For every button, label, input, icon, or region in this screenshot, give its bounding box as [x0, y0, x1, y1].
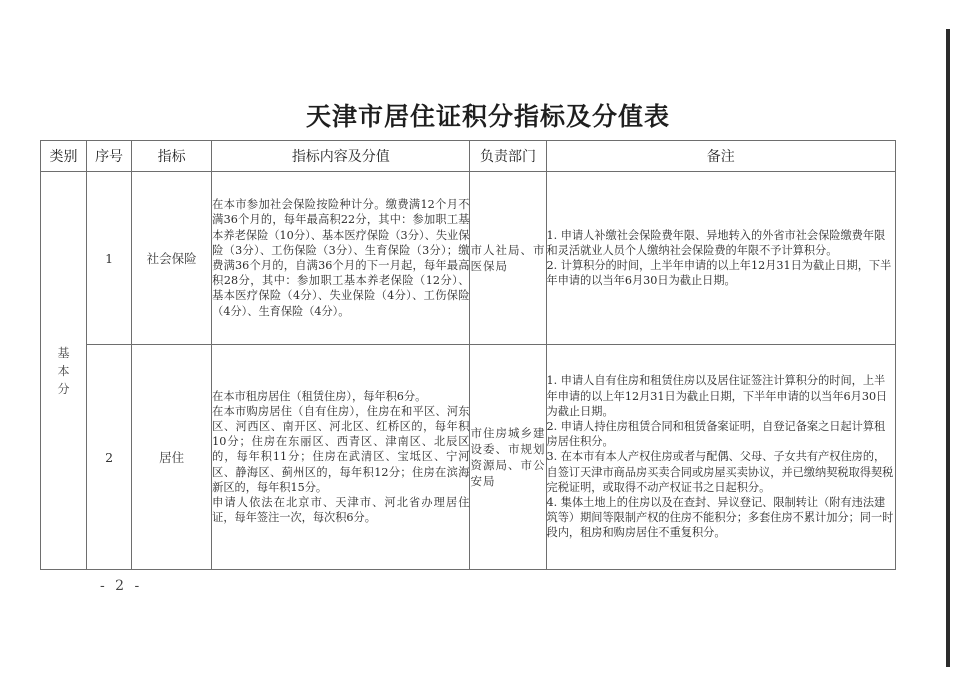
- score-table: [40, 140, 896, 570]
- indicator-content: 在本市租房居住（租赁住房），每年积6分。 在本市购房居住（自有住房），住房在和平区、河东区、河西区、南开区、河北区、红桥区的，每年积10分；住房在东丽区、西青区、津南区、北辰区的，每年积11分；住房在武清区、宝坻区、宁河区、静海区、蓟州区的，每年积12分；住房在滨海新区的，每年积15分。 申请人依法在北京市、天津市、河北省办理居住证，每年签注一次，每次积6分。: [212, 345, 470, 570]
- row-number: 1: [87, 172, 132, 345]
- category-cell: [41, 172, 87, 570]
- department: 市人社局、市医保局: [470, 172, 546, 345]
- department: 市住房城乡建设委、市规划资源局、市公安局: [470, 345, 546, 570]
- indicator-name: 社会保险: [132, 172, 212, 345]
- table-row: [41, 172, 896, 345]
- remarks: 1. 申请人补缴社会保险费年限、异地转入的外省市社会保险缴费年限和灵活就业人员个人缴纳社会保险费的年限不予计算积分。 2. 计算积分的时间，上半年申请的以上年12月31日为截止日期，下半年申请的以当年6月30日为截止日期。: [546, 172, 895, 345]
- category-label: 基 本 分: [57, 345, 70, 396]
- header-remarks: 备注: [546, 141, 895, 172]
- page-number: - 2 -: [100, 578, 143, 594]
- header-number: 序号: [87, 141, 132, 172]
- table-row: [41, 345, 896, 570]
- indicator-name: 居住: [132, 345, 212, 570]
- header-category: 类别: [41, 141, 87, 172]
- header-content: 指标内容及分值: [212, 141, 470, 172]
- header-department: 负责部门: [470, 141, 546, 172]
- remarks: 1. 申请人自有住房和租赁住房以及居住证签注计算积分的时间，上半年申请的以上年12月31日为截止日期，下半年申请的以当年6月30日为截止日期。 2. 申请人持住房租赁合同和租赁备案证明，自登记备案之日起计算租房居住积分。 3. 在本市有本人产权住房或者与配偶、父母、子女共有产权住房的，自签订天津市商品房买卖合同或房屋买卖协议，并已缴纳契税取得契税完税证明，或取得不动产权证书之日起积分。 4. 集体土地上的住房以及在查封、异议登记、限制转让（附有违法建筑等）期间等限制产权的住房不能积分；多套住房不累计加分；同一时段内，租房和购房居住不重复积分。: [546, 345, 895, 570]
- indicator-content: 在本市参加社会保险按险种计分。缴费满12个月不满36个月的，每年最高积22分，其中：参加职工基本养老保险（10分）、基本医疗保险（3分）、失业保险（3分）、工伤保险（3分）、生育保险（3分）；缴费满36个月的，自满36个月的下一月起，每年最高积28分，其中：参加职工基本养老保险（12分）、基本医疗保险（4分）、失业保险（4分）、工伤保险（4分）、生育保险（4分）。: [212, 172, 470, 345]
- row-number: 2: [87, 345, 132, 570]
- document-title: 天津市居住证积分指标及分值表: [305, 102, 670, 131]
- header-indicator: 指标: [132, 141, 212, 172]
- table-header-row: [41, 141, 896, 172]
